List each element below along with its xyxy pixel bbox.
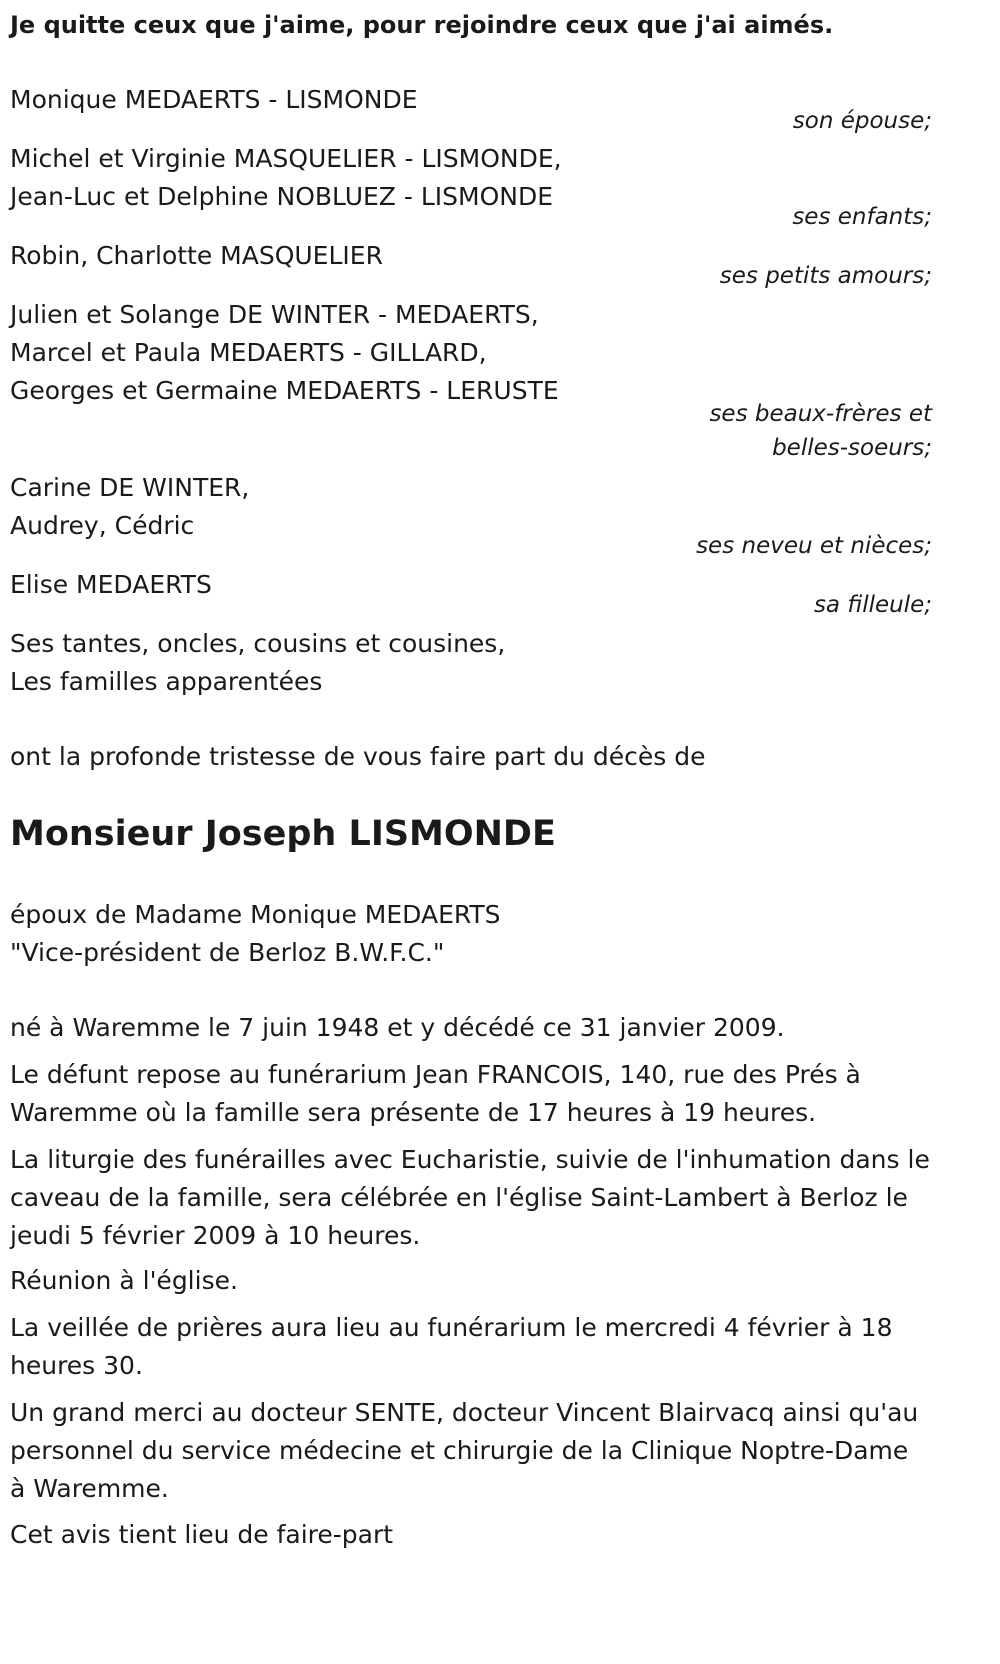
- funeral-home-paragraph: [10, 1056, 932, 1132]
- title-line: "Vice-président de Berloz B.W.F.C.": [10, 938, 445, 967]
- liturgy-paragraph: [10, 1141, 932, 1255]
- family-name-line: Elise MEDAERTS: [10, 570, 212, 599]
- relation-label: ses neveu et nièces;: [696, 533, 932, 559]
- paragraph-line: personnel du service médecine et chirurgie de la Clinique Noptre-Dame: [10, 1436, 909, 1465]
- paragraph-line: Réunion à l'église.: [10, 1266, 238, 1295]
- spouse-info-line: époux de Madame Monique MEDAERTS: [10, 900, 501, 929]
- meeting-paragraph: [10, 1262, 932, 1300]
- epigraph: Je quitte ceux que j'aime, pour rejoindre ceux que j'ai aimés.: [10, 11, 834, 39]
- paragraph-line: jeudi 5 février 2009 à 10 heures.: [10, 1221, 421, 1250]
- relation-label: ses petits amours;: [719, 263, 932, 289]
- family-group-in-laws: [10, 296, 932, 465]
- family-name-line: Monique MEDAERTS - LISMONDE: [10, 85, 418, 114]
- vigil-paragraph: [10, 1309, 932, 1385]
- family-group-goddaughter: [10, 566, 932, 622]
- relation-label: son épouse;: [792, 108, 932, 134]
- relation-label: belles-soeurs;: [772, 435, 932, 461]
- relation-label: ses beaux-frères et: [709, 401, 932, 427]
- family-name-line: Carine DE WINTER,: [10, 473, 250, 502]
- family-name-line: Michel et Virginie MASQUELIER - LISMONDE,: [10, 144, 562, 173]
- family-group-spouse: [10, 81, 932, 138]
- family-group-nephews-nieces: [10, 469, 932, 563]
- family-name-line: Robin, Charlotte MASQUELIER: [10, 241, 383, 270]
- paragraph-line: La veillée de prières aura lieu au funérarium le mercredi 4 février à 18: [10, 1313, 893, 1342]
- relation-label: sa filleule;: [813, 592, 932, 618]
- family-name-line: Marcel et Paula MEDAERTS - GILLARD,: [10, 338, 487, 367]
- paragraph-line: à Waremme.: [10, 1474, 169, 1503]
- family-group-children: [10, 140, 932, 234]
- closing-paragraph: [10, 1516, 932, 1554]
- paragraph-line: Un grand merci au docteur SENTE, docteur Vincent Blairvacq ainsi qu'au: [10, 1398, 919, 1427]
- paragraph-line: né à Waremme le 7 juin 1948 et y décédé ce 31 janvier 2009.: [10, 1013, 785, 1042]
- family-name-line: Julien et Solange DE WINTER - MEDAERTS,: [10, 300, 539, 329]
- family-group-grandchildren: [10, 237, 932, 293]
- paragraph-line: caveau de la famille, sera célébrée en l'église Saint-Lambert à Berloz le: [10, 1183, 908, 1212]
- relation-label: ses enfants;: [792, 204, 932, 230]
- announcement: [10, 738, 705, 776]
- extended-family: [10, 625, 505, 701]
- paragraph-line: Cet avis tient lieu de faire-part: [10, 1520, 394, 1549]
- paragraph-line: La liturgie des funérailles avec Eucharistie, suivie de l'inhumation dans le: [10, 1145, 930, 1174]
- paragraph-line: Le défunt repose au funérarium Jean FRANCOIS, 140, rue des Prés à: [10, 1060, 861, 1089]
- announcement-text: ont la profonde tristesse de vous faire part du décès de: [10, 742, 706, 771]
- family-name-line: Jean-Luc et Delphine NOBLUEZ - LISMONDE: [10, 182, 554, 211]
- family-name-line: Georges et Germaine MEDAERTS - LERUSTE: [10, 376, 559, 405]
- paragraph-line: heures 30.: [10, 1351, 143, 1380]
- birth-death-paragraph: [10, 1009, 932, 1047]
- paragraph-line: Waremme où la famille sera présente de 17 heures à 19 heures.: [10, 1098, 817, 1127]
- thanks-paragraph: [10, 1394, 932, 1508]
- spouse-info: [10, 896, 501, 972]
- extended-family-line: Ses tantes, oncles, cousins et cousines,: [10, 629, 506, 658]
- deceased-name: Monsieur Joseph LISMONDE: [10, 814, 556, 854]
- family-name-line: Audrey, Cédric: [10, 511, 195, 540]
- extended-family-line: Les familles apparentées: [10, 667, 323, 696]
